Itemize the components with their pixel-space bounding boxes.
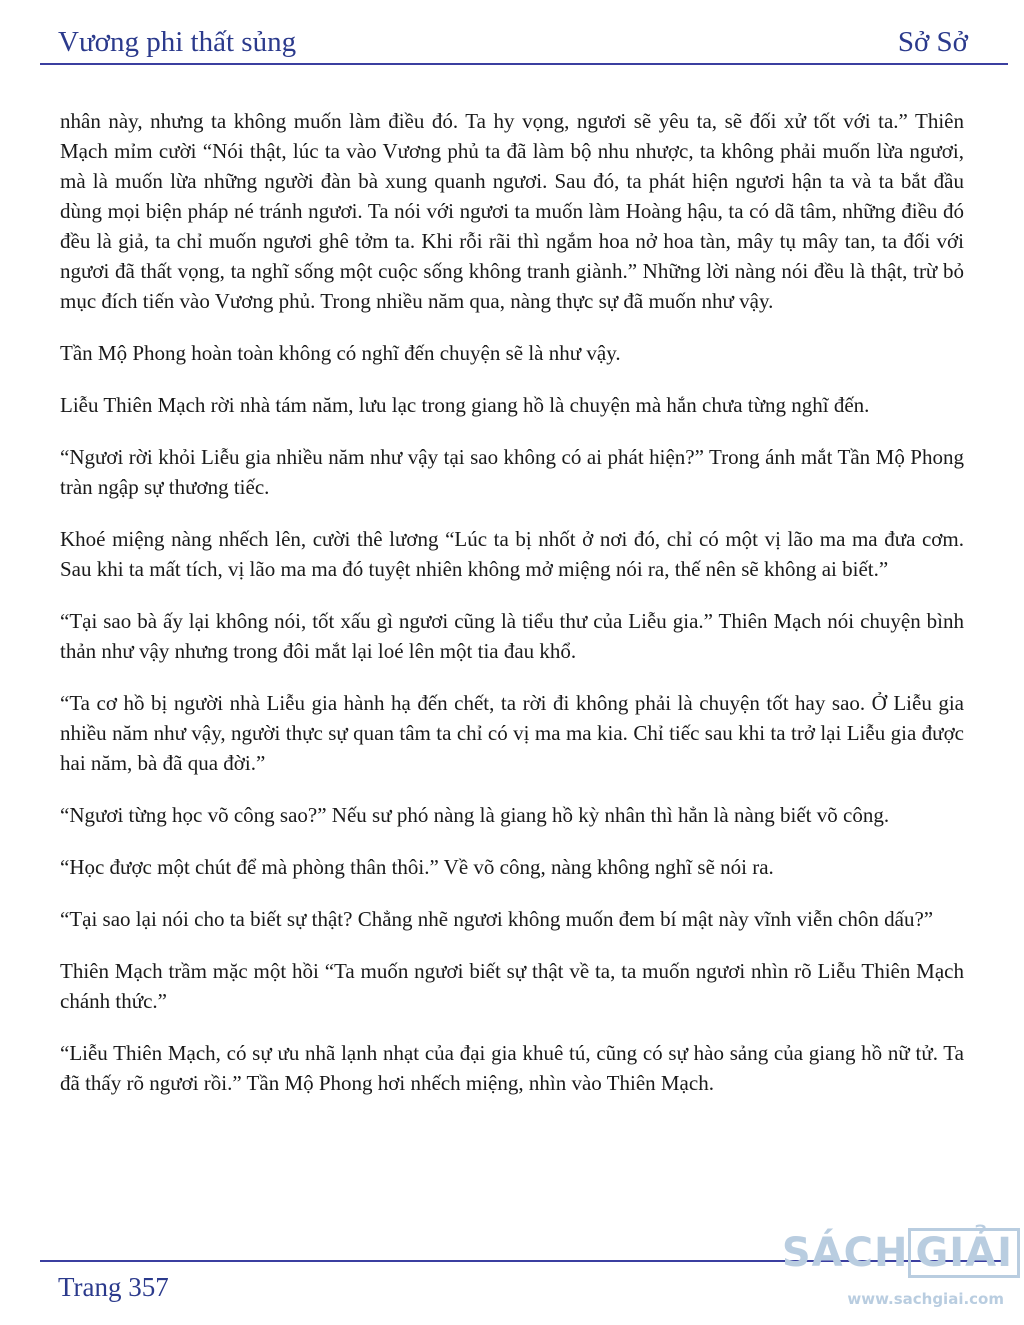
paragraph: “Học được một chút để mà phòng thân thôi.” Về võ công, nàng không nghĩ sẽ nói ra. bbox=[60, 855, 774, 879]
watermark-logo-text: SÁCH bbox=[781, 1230, 909, 1276]
watermark-logo-box: GIẢI bbox=[908, 1228, 1020, 1278]
paragraph: Khoé miệng nàng nhếch lên, cười thê lương “Lúc ta bị nhốt ở nơi đó, chỉ có một vị lão ma ma đưa cơm. Sau khi ta mất tích, vị lão ma ma đó tuyệt nhiên không mở miệng nói ra, thế nên sẽ không ai biết.” bbox=[60, 527, 964, 581]
book-title: Vương phi thất sủng bbox=[58, 26, 297, 58]
watermark-url: www.sachgiai.com bbox=[847, 1290, 1004, 1308]
paragraph: Thiên Mạch trầm mặc một hồi “Ta muốn ngươi biết sự thật về ta, ta muốn ngươi nhìn rõ Liễu Thiên Mạch chánh thức.” bbox=[60, 959, 964, 1013]
paragraph: “Tại sao lại nói cho ta biết sự thật? Chẳng nhẽ ngươi không muốn đem bí mật này vĩnh viễn chôn dấu?” bbox=[60, 907, 934, 931]
paragraph: nhân này, nhưng ta không muốn làm điều đó. Ta hy vọng, ngươi sẽ yêu ta, sẽ đối xử tốt với ta.” Thiên Mạch mỉm cười “Nói thật, lúc ta vào Vương phủ ta đã làm bộ nhu nhược, ta không phải muốn lừa ngươi, mà là muốn lừa những người đàn bà xung quanh ngươi. Sau đó, ta phát hiện ngươi hận ta và ta bắt đầu dùng mọi biện pháp né tránh ngươi. Ta nói với ngươi ta muốn làm Hoàng hậu, ta có dã tâm, những điều đó đều là giả, ta chỉ muốn ngươi ghê tởm ta. Khi rỗi rãi thì ngắm hoa nở hoa tàn, mây tụ mây tan, ta đối với ngươi đã thất vọng, ta nghĩ sống một cuộc sống không tranh giành.” Những lời nàng nói đều là thật, trừ bỏ mục đích tiến vào Vương phủ. Trong nhiều năm qua, nàng thực sự đã muốn như vậy. bbox=[60, 109, 964, 313]
watermark-logo bbox=[782, 1228, 1020, 1278]
header-divider bbox=[40, 63, 1008, 65]
page-header bbox=[58, 22, 968, 62]
paragraph: “Ta cơ hồ bị người nhà Liễu gia hành hạ đến chết, ta rời đi không phải là chuyện tốt hay sao. Ở Liễu gia nhiều năm như vậy, người thực sự quan tâm ta chỉ có vị ma ma kia. Chỉ tiếc sau khi ta trở lại Liễu gia được hai năm, bà đã qua đời.” bbox=[60, 691, 964, 775]
paragraph: Tần Mộ Phong hoàn toàn không có nghĩ đến chuyện sẽ là như vậy. bbox=[60, 341, 621, 365]
paragraph: “Tại sao bà ấy lại không nói, tốt xấu gì ngươi cũng là tiểu thư của Liễu gia.” Thiên Mạch nói chuyện bình thản như vậy nhưng trong đôi mắt lại loé lên một tia đau khổ. bbox=[60, 609, 964, 663]
watermark bbox=[781, 1218, 1020, 1318]
page-body bbox=[60, 106, 964, 1120]
paragraph: “Ngươi từng học võ công sao?” Nếu sư phó nàng là giang hồ kỳ nhân thì hẳn là nàng biết võ công. bbox=[60, 803, 890, 827]
paragraph: Liễu Thiên Mạch rời nhà tám năm, lưu lạc trong giang hồ là chuyện mà hắn chưa từng nghĩ đến. bbox=[60, 393, 870, 417]
paragraph: “Ngươi rời khỏi Liễu gia nhiều năm như vậy tại sao không có ai phát hiện?” Trong ánh mắt Tần Mộ Phong tràn ngập sự thương tiếc. bbox=[60, 445, 964, 499]
page-number: Trang 357 bbox=[58, 1272, 169, 1302]
book-author: Sở Sở bbox=[897, 26, 968, 58]
paragraph: “Liễu Thiên Mạch, có sự ưu nhã lạnh nhạt của đại gia khuê tú, cũng có sự hào sảng của giang hồ nữ tử. Ta đã thấy rõ ngươi rồi.” Tần Mộ Phong hơi nhếch miệng, nhìn vào Thiên Mạch. bbox=[60, 1041, 964, 1095]
